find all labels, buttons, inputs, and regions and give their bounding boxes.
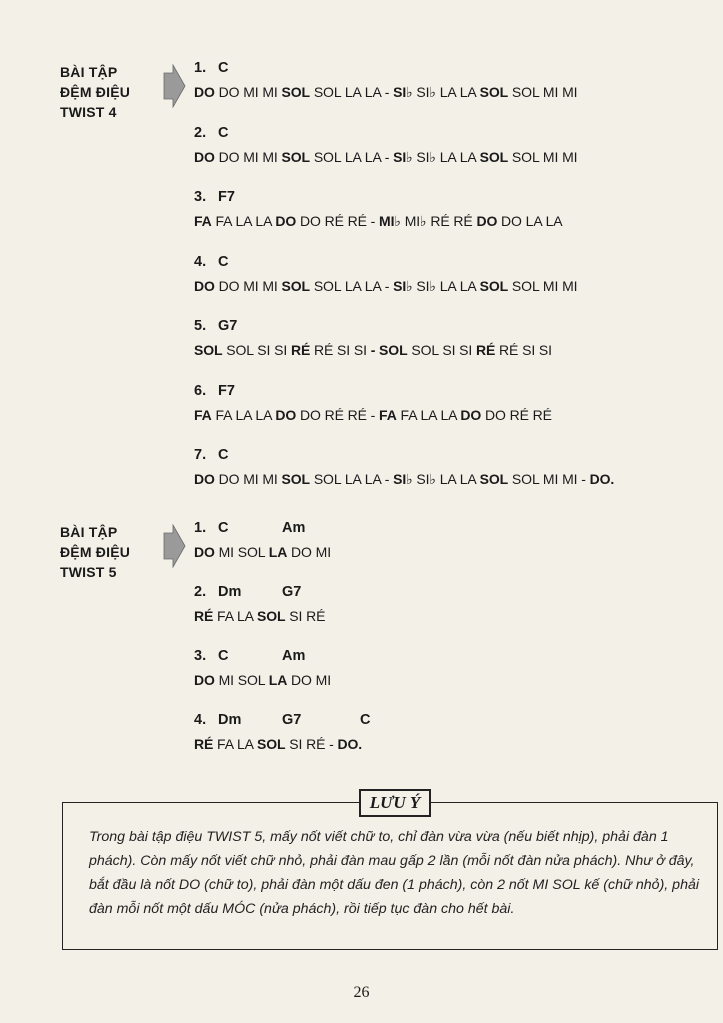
chord-label: Dm xyxy=(218,584,242,600)
note-weak: LA xyxy=(459,84,476,100)
exercise-number: 6. xyxy=(194,383,207,399)
note-weak: MI xyxy=(243,278,259,294)
chord-label: F7 xyxy=(218,383,235,399)
note-weak: LA xyxy=(344,278,361,294)
note-weak: SI xyxy=(353,342,367,358)
note-strong: RÉ xyxy=(194,608,214,624)
note-strong: SI♭ xyxy=(393,471,413,487)
note-weak: DO xyxy=(218,278,240,294)
section-title-line: TWIST 5 xyxy=(60,564,117,580)
note-weak: MI xyxy=(542,471,559,487)
note-weak: DO xyxy=(218,84,240,100)
note-weak: LA xyxy=(255,407,272,423)
note-weak: DO xyxy=(218,471,240,487)
note-weak: SOL xyxy=(313,278,342,294)
exercise-1 xyxy=(194,60,704,102)
note-weak: MI xyxy=(243,471,259,487)
note-sequence xyxy=(194,211,704,231)
note-weak: LA xyxy=(420,407,437,423)
note-weak: - xyxy=(384,84,390,100)
note-strong: FA xyxy=(194,407,212,423)
section-title-line: ĐỆM ĐIỆU xyxy=(60,544,131,560)
note-weak: SOL xyxy=(313,84,342,100)
note-weak: MI xyxy=(262,84,278,100)
note-weak: LA xyxy=(439,84,456,100)
note-strong: DO xyxy=(194,672,215,688)
exercise-header xyxy=(194,712,704,734)
note-weak: MI xyxy=(218,544,234,560)
note-weak: FA xyxy=(217,608,234,624)
note-weak: MI xyxy=(562,149,578,165)
exercise-number: 1. xyxy=(194,60,207,76)
note-weak: LA xyxy=(364,278,381,294)
section-title-line: BÀI TẬP xyxy=(60,64,118,80)
exercise-header xyxy=(194,447,704,469)
note-weak: SI xyxy=(289,736,303,752)
note-weak: DO xyxy=(291,672,312,688)
note-weak: RÉ xyxy=(324,213,344,229)
note-weak: MI xyxy=(218,672,234,688)
note-weak: SOL xyxy=(237,544,265,560)
note-strong: FA xyxy=(194,213,212,229)
chord-label: C xyxy=(218,520,229,536)
note-strong: DO xyxy=(194,278,215,294)
note-strong: SOL xyxy=(281,84,311,100)
note-weak: FA xyxy=(215,213,232,229)
section-title-line: BÀI TẬP xyxy=(60,524,118,540)
note-strong: SOL xyxy=(379,342,408,358)
note-sequence xyxy=(194,405,704,425)
chord-label: C xyxy=(218,648,229,664)
note-weak: SI xyxy=(289,608,303,624)
note-weak: FA xyxy=(217,736,234,752)
chord-label: G7 xyxy=(218,318,238,334)
chord-label: Am xyxy=(282,648,306,664)
note-weak: LA xyxy=(237,608,254,624)
note-weak: - xyxy=(581,471,586,487)
note-weak: SI xyxy=(522,342,536,358)
note-weak: SI♭ xyxy=(416,84,436,100)
exercise-header xyxy=(194,254,704,276)
exercise-number: 7. xyxy=(194,447,207,463)
exercise-number: 1. xyxy=(194,520,207,536)
note-weak: MI xyxy=(315,672,331,688)
note-weak: LA xyxy=(440,407,457,423)
note-weak: - xyxy=(384,471,390,487)
page-number: 26 xyxy=(353,984,370,1001)
note-strong: DO xyxy=(194,149,215,165)
note-weak: - xyxy=(329,736,334,752)
note-strong: RÉ xyxy=(290,342,311,358)
note-weak: SI xyxy=(257,342,271,358)
note-weak: RÉ xyxy=(324,407,344,423)
note-weak: FA xyxy=(400,407,417,423)
note-weak: MI xyxy=(542,84,559,100)
note-weak: SOL xyxy=(313,149,342,165)
note-weak: RÉ xyxy=(453,213,473,229)
note-weak: SI xyxy=(337,342,351,358)
note-weak: - xyxy=(370,213,376,229)
note-strong: SOL xyxy=(194,342,223,358)
exercise-header xyxy=(194,125,704,147)
note-sequence xyxy=(194,734,704,754)
note-strong: SOL xyxy=(256,736,286,752)
note-sequence xyxy=(194,147,704,167)
note-weak: SOL xyxy=(411,342,439,358)
chord-label: Am xyxy=(282,520,306,536)
note-weak: SOL xyxy=(237,672,265,688)
note-strong: DO xyxy=(194,84,215,100)
note-strong: DO xyxy=(194,544,215,560)
note-weak: LA xyxy=(364,84,381,100)
note-weak: MI xyxy=(542,149,559,165)
note-weak: LA xyxy=(255,213,272,229)
section-title xyxy=(60,62,170,122)
note-weak: SOL xyxy=(511,149,540,165)
note-strong: SOL xyxy=(281,471,311,487)
exercise-2 xyxy=(194,125,704,167)
note-weak: DO xyxy=(218,149,240,165)
note-weak: SI xyxy=(538,342,552,358)
exercise-number: 4. xyxy=(194,712,207,728)
exercise-6 xyxy=(194,383,704,425)
note-weak: MI xyxy=(262,149,278,165)
note-weak: MI♭ xyxy=(404,213,427,229)
note-strong: SOL xyxy=(479,471,509,487)
note-weak: LA xyxy=(237,736,254,752)
note-weak: SI♭ xyxy=(416,149,436,165)
note-weak: LA xyxy=(344,84,361,100)
exercise-5 xyxy=(194,318,704,360)
note-sequence xyxy=(194,82,704,102)
note-weak: RÉ xyxy=(430,213,450,229)
note-weak: SI xyxy=(274,342,288,358)
exercise-header xyxy=(194,318,704,340)
exercise-2 xyxy=(194,584,704,626)
note-weak: MI xyxy=(562,84,578,100)
note-strong: SI♭ xyxy=(393,84,413,100)
note-weak: SOL xyxy=(511,278,540,294)
exercise-number: 4. xyxy=(194,254,207,270)
note-weak: LA xyxy=(439,278,456,294)
arrow-right-icon xyxy=(162,524,186,568)
chord-label: C xyxy=(218,447,229,463)
note-weak: FA xyxy=(215,407,232,423)
note-sequence xyxy=(194,670,704,690)
note-strong: DO. xyxy=(337,736,363,752)
note-weak: MI xyxy=(315,544,331,560)
note-sequence xyxy=(194,276,704,296)
note-strong: SOL xyxy=(479,278,509,294)
note-weak: SI♭ xyxy=(416,278,436,294)
note-strong: SI♭ xyxy=(393,278,413,294)
note-weak: RÉ xyxy=(306,608,326,624)
note-weak: LA xyxy=(459,149,476,165)
section-title xyxy=(60,522,170,582)
note-strong: - xyxy=(370,342,376,358)
note-weak: SI xyxy=(442,342,456,358)
note-weak: LA xyxy=(459,278,476,294)
note-weak: LA xyxy=(439,471,456,487)
note-weak: - xyxy=(370,407,376,423)
exercise-1 xyxy=(194,520,704,562)
exercise-header xyxy=(194,383,704,405)
exercise-number: 3. xyxy=(194,189,207,205)
note-text: Trong bài tập điệu TWIST 5, mấy nốt viết chữ to, chỉ đàn vừa vừa (nếu biết nhịp), phải đàn 1 phách). Còn mấy nốt viết chữ nhỏ, phải đàn mau gấp 2 lần (mỗi nốt đàn nửa phách). Như ở đây, bắt đầu là nốt DO (chữ to), phải đàn một dấu đen (1 phách), còn 2 nốt MI SOL kế (chữ nhỏ), phải đàn mỗi nốt một dấu MÓC (nửa phách), rồi tiếp tục đàn cho hết bài. xyxy=(89,829,700,917)
note-weak: SOL xyxy=(313,471,342,487)
note-sequence xyxy=(194,469,704,489)
note-weak: LA xyxy=(439,149,456,165)
note-weak: MI xyxy=(562,471,578,487)
note-strong: DO. xyxy=(589,471,615,487)
note-strong: LA xyxy=(268,672,288,688)
note-weak: DO xyxy=(299,407,321,423)
note-strong: DO xyxy=(460,407,482,423)
note-strong: SOL xyxy=(479,149,509,165)
note-sequence xyxy=(194,340,704,360)
exercise-number: 3. xyxy=(194,648,207,664)
note-strong: RÉ xyxy=(194,736,214,752)
note-weak: SOL xyxy=(511,84,540,100)
note-weak: - xyxy=(384,278,390,294)
note-strong: DO xyxy=(194,471,215,487)
note-weak: MI xyxy=(562,278,578,294)
chord-label: G7 xyxy=(282,584,302,600)
note-weak: LA xyxy=(235,407,252,423)
note-weak: LA xyxy=(364,149,381,165)
note-strong: DO xyxy=(476,213,498,229)
note-strong: SI♭ xyxy=(393,149,413,165)
note-strong: LA xyxy=(268,544,288,560)
note-strong: DO xyxy=(275,213,297,229)
exercise-header xyxy=(194,520,704,542)
note-weak: - xyxy=(384,149,390,165)
note-weak: LA xyxy=(344,149,361,165)
note-weak: LA xyxy=(459,471,476,487)
note-weak: LA xyxy=(235,213,252,229)
note-weak: RÉ xyxy=(347,407,367,423)
note-weak: MI xyxy=(262,278,278,294)
note-strong: MI♭ xyxy=(379,213,401,229)
note-weak: SI♭ xyxy=(416,471,436,487)
note-title: LƯU Ý xyxy=(359,789,431,817)
chord-label: C xyxy=(218,125,229,141)
note-weak: MI xyxy=(542,278,559,294)
note-weak: DO xyxy=(291,544,312,560)
note-strong: SOL xyxy=(256,608,286,624)
section-title-line: TWIST 4 xyxy=(60,104,117,120)
note-weak: LA xyxy=(344,471,361,487)
note-weak: RÉ xyxy=(499,342,519,358)
chord-label: F7 xyxy=(218,189,235,205)
exercise-header xyxy=(194,189,704,211)
exercise-header xyxy=(194,60,704,82)
exercise-number: 2. xyxy=(194,125,207,141)
chord-label: C xyxy=(218,60,229,76)
note-weak: RÉ xyxy=(509,407,529,423)
note-weak: MI xyxy=(262,471,278,487)
note-weak: LA xyxy=(364,471,381,487)
note-weak: DO xyxy=(299,213,321,229)
exercise-header xyxy=(194,584,704,606)
chord-label: Dm xyxy=(218,712,242,728)
chord-label: G7 xyxy=(282,712,302,728)
note-strong: RÉ xyxy=(475,342,496,358)
note-weak: MI xyxy=(243,84,259,100)
exercise-number: 2. xyxy=(194,584,207,600)
note-strong: DO xyxy=(275,407,297,423)
note-weak: RÉ xyxy=(532,407,552,423)
note-strong: FA xyxy=(379,407,397,423)
exercise-4 xyxy=(194,712,704,754)
note-strong: SOL xyxy=(281,149,311,165)
note-weak: RÉ xyxy=(313,342,334,358)
note-sequence xyxy=(194,542,704,562)
arrow-right-icon xyxy=(162,64,186,108)
note-strong: SOL xyxy=(281,278,311,294)
note-strong: SOL xyxy=(479,84,509,100)
exercise-header xyxy=(194,648,704,670)
note-weak: SOL xyxy=(511,471,540,487)
note-weak: LA xyxy=(525,213,542,229)
exercise-4 xyxy=(194,254,704,296)
note-weak: DO xyxy=(501,213,522,229)
note-weak: SI xyxy=(459,342,473,358)
note-weak: SOL xyxy=(226,342,254,358)
note-sequence xyxy=(194,606,704,626)
note-weak: MI xyxy=(243,149,259,165)
section-title-line: ĐỆM ĐIỆU xyxy=(60,84,131,100)
note-weak: DO xyxy=(485,407,506,423)
exercise-7 xyxy=(194,447,704,489)
exercise-3 xyxy=(194,189,704,231)
chord-label: C xyxy=(360,712,371,728)
exercise-number: 5. xyxy=(194,318,207,334)
note-weak: LA xyxy=(545,213,563,229)
note-weak: RÉ xyxy=(306,736,326,752)
chord-label: C xyxy=(218,254,229,270)
note-weak: RÉ xyxy=(347,213,367,229)
note-box xyxy=(62,793,718,950)
exercise-3 xyxy=(194,648,704,690)
